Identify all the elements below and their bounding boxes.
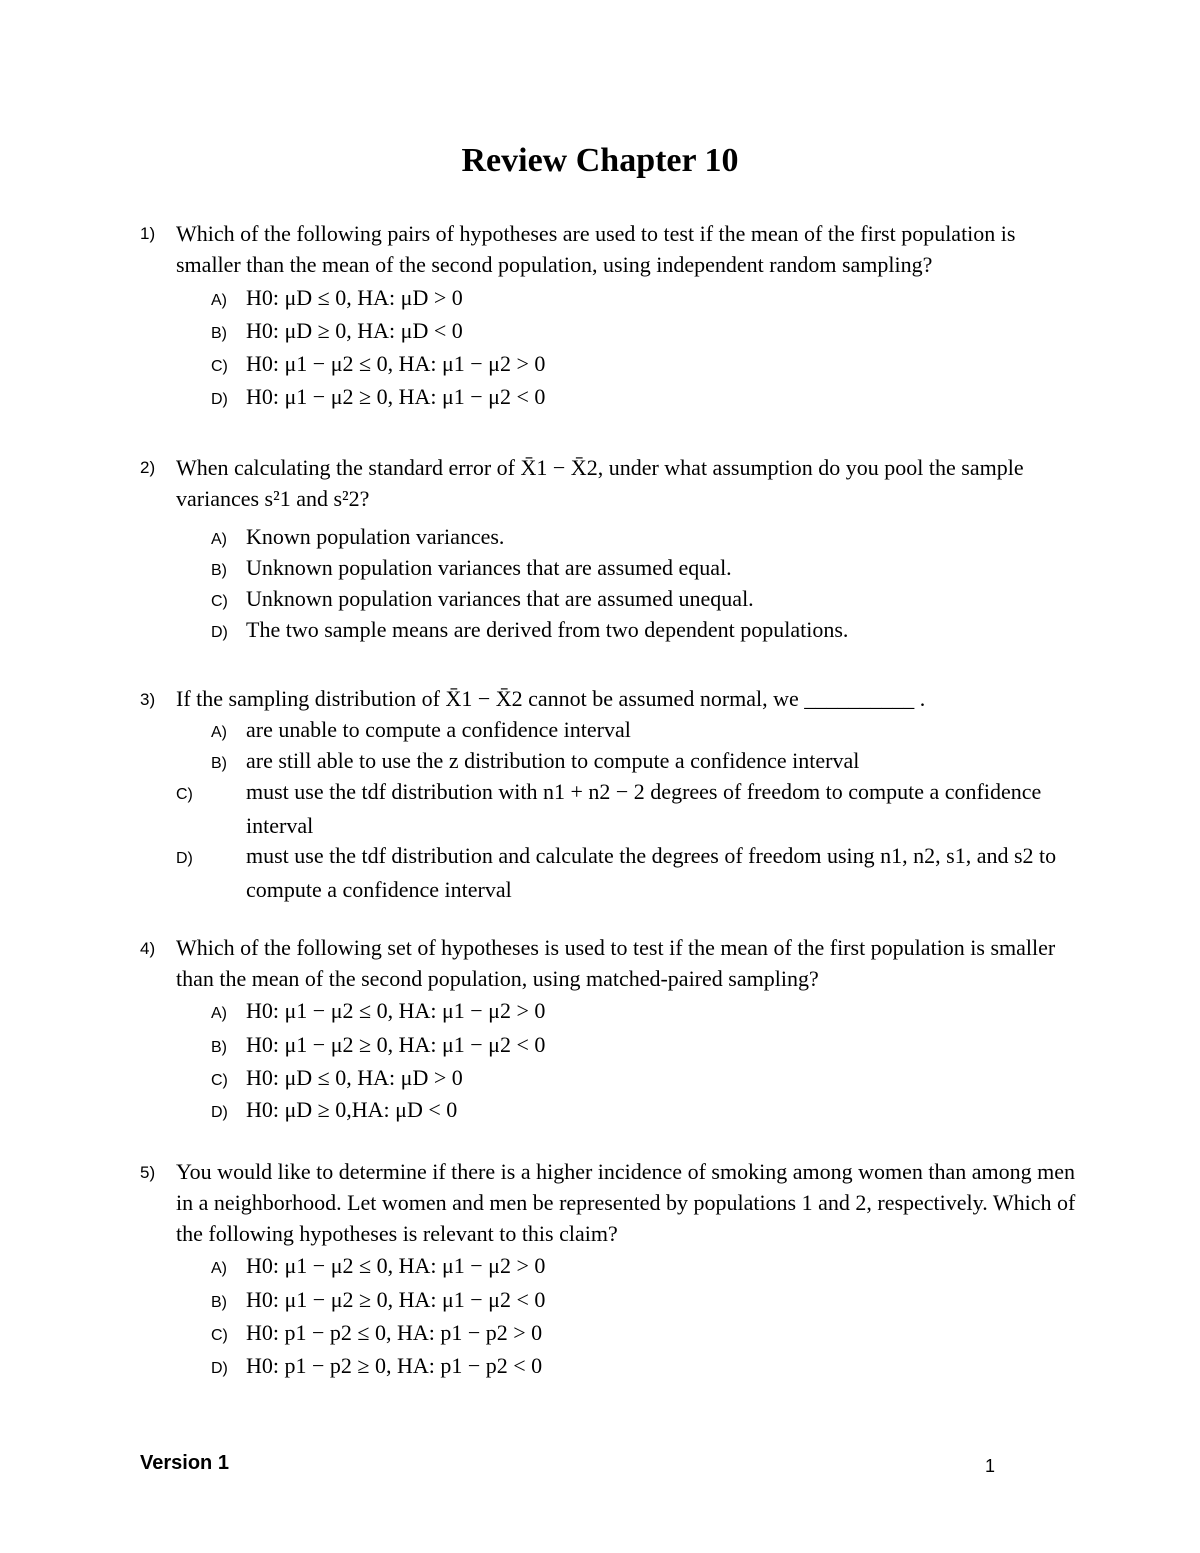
option-text: H0: μD ≤ 0, HA: μD > 0 [246,285,463,310]
option-letter: D) [211,1104,228,1121]
question-3-option-a [211,714,1071,748]
option-text: Unknown population variances that are assumed unequal. [246,586,754,611]
option-text: H0: μ1 − μ2 ≥ 0, HA: μ1 − μ2 < 0 [246,1287,546,1312]
question-1-number: 1) [140,224,156,243]
question-2-number: 2) [140,458,156,477]
question-1-option-b [211,315,1071,349]
option-letter: C) [176,786,193,803]
option-text: are still able to use the z distribution to compute a confidence interval [246,748,860,773]
question-3-number: 3) [140,690,156,709]
option-text: H0: μD ≥ 0, HA: μD < 0 [246,318,463,343]
version-label: Version 1 [140,1452,229,1474]
question-4-option-d [211,1094,1071,1128]
option-letter: C) [211,358,228,375]
option-letter: B) [211,562,227,579]
option-text: H0: μ1 − μ2 ≤ 0, HA: μ1 − μ2 > 0 [246,998,546,1023]
option-letter: B) [211,755,227,772]
option-letter: A) [211,292,227,309]
question-4-option-b [211,1029,1071,1063]
question-2-option-b [211,552,1071,586]
question-4-option-a [211,995,1071,1029]
option-text: The two sample means are derived from two dependent populations. [246,617,849,642]
option-text: H0: μD ≥ 0,HA: μD < 0 [246,1097,458,1122]
option-letter: D) [211,391,228,408]
question-2-option-a [211,521,1071,555]
option-letter: A) [211,1260,227,1277]
question-5-option-d [211,1350,1071,1384]
option-letter: B) [211,1039,227,1056]
option-text: Unknown population variances that are assumed equal. [246,555,732,580]
option-letter: C) [211,1327,228,1344]
question-2-option-d [211,614,1071,648]
question-1-option-a [211,282,1071,316]
option-text: H0: μ1 − μ2 ≤ 0, HA: μ1 − μ2 > 0 [246,351,546,376]
question-3-option-b [211,745,1071,779]
option-text: H0: μD ≤ 0, HA: μD > 0 [246,1065,463,1090]
option-text: must use the tdf distribution and calculate the degrees of freedom using n1, n2, s1, and s2 to compute a confidence interval [246,843,1057,902]
question-4-number: 4) [140,939,156,958]
question-5-option-a [211,1250,1071,1284]
page-number: 1 [985,1456,996,1476]
option-letter: C) [211,593,228,610]
option-letter: A) [211,531,227,548]
option-letter: D) [211,1360,228,1377]
option-letter: D) [211,624,228,641]
question-1-option-c [211,348,1071,382]
question-5-option-b [211,1284,1071,1318]
option-text: H0: p1 − p2 ≥ 0, HA: p1 − p2 < 0 [246,1353,543,1378]
question-1-text: Which of the following pairs of hypotheses are used to test if the mean of the first population is smaller than the mean of the second population, using independent random sampling? [176,221,1016,277]
option-text: must use the tdf distribution with n1 + n2 − 2 degrees of freedom to compute a confidence interval [246,779,1042,838]
question-1-option-d [211,381,1071,415]
option-text: H0: μ1 − μ2 ≤ 0, HA: μ1 − μ2 > 0 [246,1253,546,1278]
question-4-option-c [211,1062,1071,1096]
question-2-text: When calculating the standard error of X̄1 − X̄2, under what assumption do you pool the sample variances s²1 and s²2? [176,455,1024,511]
option-text: H0: p1 − p2 ≤ 0, HA: p1 − p2 > 0 [246,1320,543,1345]
option-letter: B) [211,1294,227,1311]
option-letter: A) [211,724,227,741]
question-2-option-c [211,583,1071,617]
question-3-option-d [176,840,1106,905]
option-text: Known population variances. [246,524,505,549]
option-letter: D) [176,850,193,867]
question-3-option-c [176,776,1106,841]
page-title: Review Chapter 10 [461,142,739,179]
question-5-number: 5) [140,1163,156,1182]
option-text: H0: μ1 − μ2 ≥ 0, HA: μ1 − μ2 < 0 [246,1032,546,1057]
option-letter: A) [211,1005,227,1022]
option-letter: B) [211,325,227,342]
question-3-text: If the sampling distribution of X̄1 − X̄2 cannot be assumed normal, we __________ . [176,686,926,711]
question-4-text: Which of the following set of hypotheses is used to test if the mean of the first population is smaller than the mean of the second population, using matched-paired sampling? [176,935,1056,991]
option-text: are unable to compute a confidence interval [246,717,631,742]
option-text: H0: μ1 − μ2 ≥ 0, HA: μ1 − μ2 < 0 [246,384,546,409]
question-5-option-c [211,1317,1071,1351]
option-letter: C) [211,1072,228,1089]
question-5-text: You would like to determine if there is a higher incidence of smoking among women than among men in a neighborhood. Let women and men be represented by populations 1 and 2, respectively. Which of the following hypotheses is relevant to this claim? [176,1159,1076,1246]
